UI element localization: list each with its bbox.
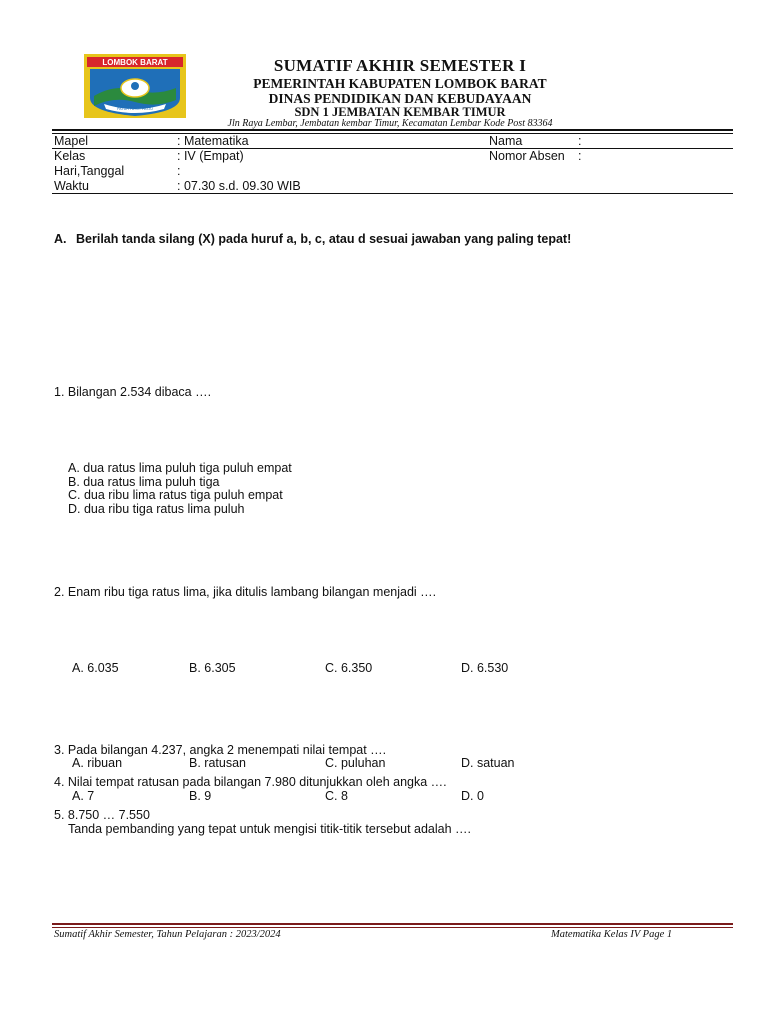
q3-option-b: B. ratusan bbox=[189, 756, 246, 770]
q3-option-a: A. ribuan bbox=[72, 756, 123, 770]
header-divider-thin bbox=[52, 133, 733, 134]
department-name: DINAS PENDIDIKAN DAN KEBUDAYAAN bbox=[268, 91, 532, 106]
nama-value: : bbox=[578, 134, 582, 148]
q2-option-c: C. 6.350 bbox=[325, 661, 373, 675]
question-3: 3. Pada bilangan 4.237, angka 2 menempati nilai tempat …. bbox=[54, 743, 387, 757]
waktu-label: Waktu bbox=[54, 179, 89, 193]
waktu-value: : 07.30 s.d. 09.30 WIB bbox=[177, 179, 301, 193]
q2-option-b: B. 6.305 bbox=[189, 661, 236, 675]
hari-label: Hari,Tanggal bbox=[54, 164, 125, 178]
government-name: PEMERINTAH KABUPATEN LOMBOK BARAT bbox=[253, 76, 547, 91]
school-name: SDN 1 JEMBATAN KEMBAR TIMUR bbox=[294, 105, 506, 119]
kelas-value: : IV (Empat) bbox=[177, 149, 244, 163]
footer-page: Matematika Kelas IV Page 1 bbox=[551, 929, 673, 940]
absen-label: Nomor Absen bbox=[489, 149, 565, 163]
kelas-label: Kelas bbox=[54, 149, 86, 163]
mapel-value: : Matematika bbox=[177, 134, 249, 148]
logo-ribbon-text: PATUH PATUT PATJU bbox=[117, 107, 153, 111]
identity-bottom-line bbox=[52, 193, 733, 194]
question-5-prompt: Tanda pembanding yang tepat untuk mengisi titik-titik tersebut adalah …. bbox=[68, 822, 472, 836]
footer-left: Sumatif Akhir Semester, Tahun Pelajaran : 2023/2024 bbox=[54, 929, 281, 940]
q1-option-d: D. dua ribu tiga ratus lima puluh bbox=[68, 502, 245, 516]
identity-row-line bbox=[52, 148, 733, 149]
section-a-marker: A. bbox=[54, 232, 67, 246]
logo-banner-text: LOMBOK BARAT bbox=[102, 58, 168, 67]
q3-option-c: C. puluhan bbox=[325, 756, 386, 770]
footer-divider-thin bbox=[52, 927, 733, 928]
q1-option-a: A. dua ratus lima puluh tiga puluh empat bbox=[68, 461, 292, 475]
nama-label: Nama bbox=[489, 134, 523, 148]
q4-option-a: A. 7 bbox=[72, 789, 95, 803]
q1-option-c: C. dua ribu lima ratus tiga puluh empat bbox=[68, 488, 283, 502]
school-address: Jln Raya Lembar, Jembatan kembar Timur, Kecamatan Lembar Kode Post 83364 bbox=[227, 118, 553, 129]
question-4: 4. Nilai tempat ratusan pada bilangan 7.980 ditunjukkan oleh angka …. bbox=[54, 775, 447, 789]
q1-option-b: B. dua ratus lima puluh tiga bbox=[68, 475, 220, 489]
q4-option-d: D. 0 bbox=[461, 789, 484, 803]
question-2: 2. Enam ribu tiga ratus lima, jika ditulis lambang bilangan menjadi …. bbox=[54, 585, 437, 599]
header-divider-thick bbox=[52, 129, 733, 131]
hari-value: : bbox=[177, 164, 181, 178]
absen-value: : bbox=[578, 149, 582, 163]
q4-option-b: B. 9 bbox=[189, 789, 212, 803]
q4-option-c: C. 8 bbox=[325, 789, 348, 803]
question-1: 1. Bilangan 2.534 dibaca …. bbox=[54, 385, 212, 399]
question-5: 5. 8.750 … 7.550 bbox=[54, 808, 150, 822]
q2-option-a: A. 6.035 bbox=[72, 661, 119, 675]
lombok-barat-logo bbox=[84, 54, 186, 118]
section-a-instruction: Berilah tanda silang (X) pada huruf a, b, c, atau d sesuai jawaban yang paling tepat! bbox=[76, 232, 572, 246]
q3-option-d: D. satuan bbox=[461, 756, 515, 770]
q2-option-d: D. 6.530 bbox=[461, 661, 509, 675]
exam-title: SUMATIF AKHIR SEMESTER I bbox=[273, 56, 527, 75]
mapel-label: Mapel bbox=[54, 134, 89, 148]
footer-divider-thick bbox=[52, 923, 733, 925]
